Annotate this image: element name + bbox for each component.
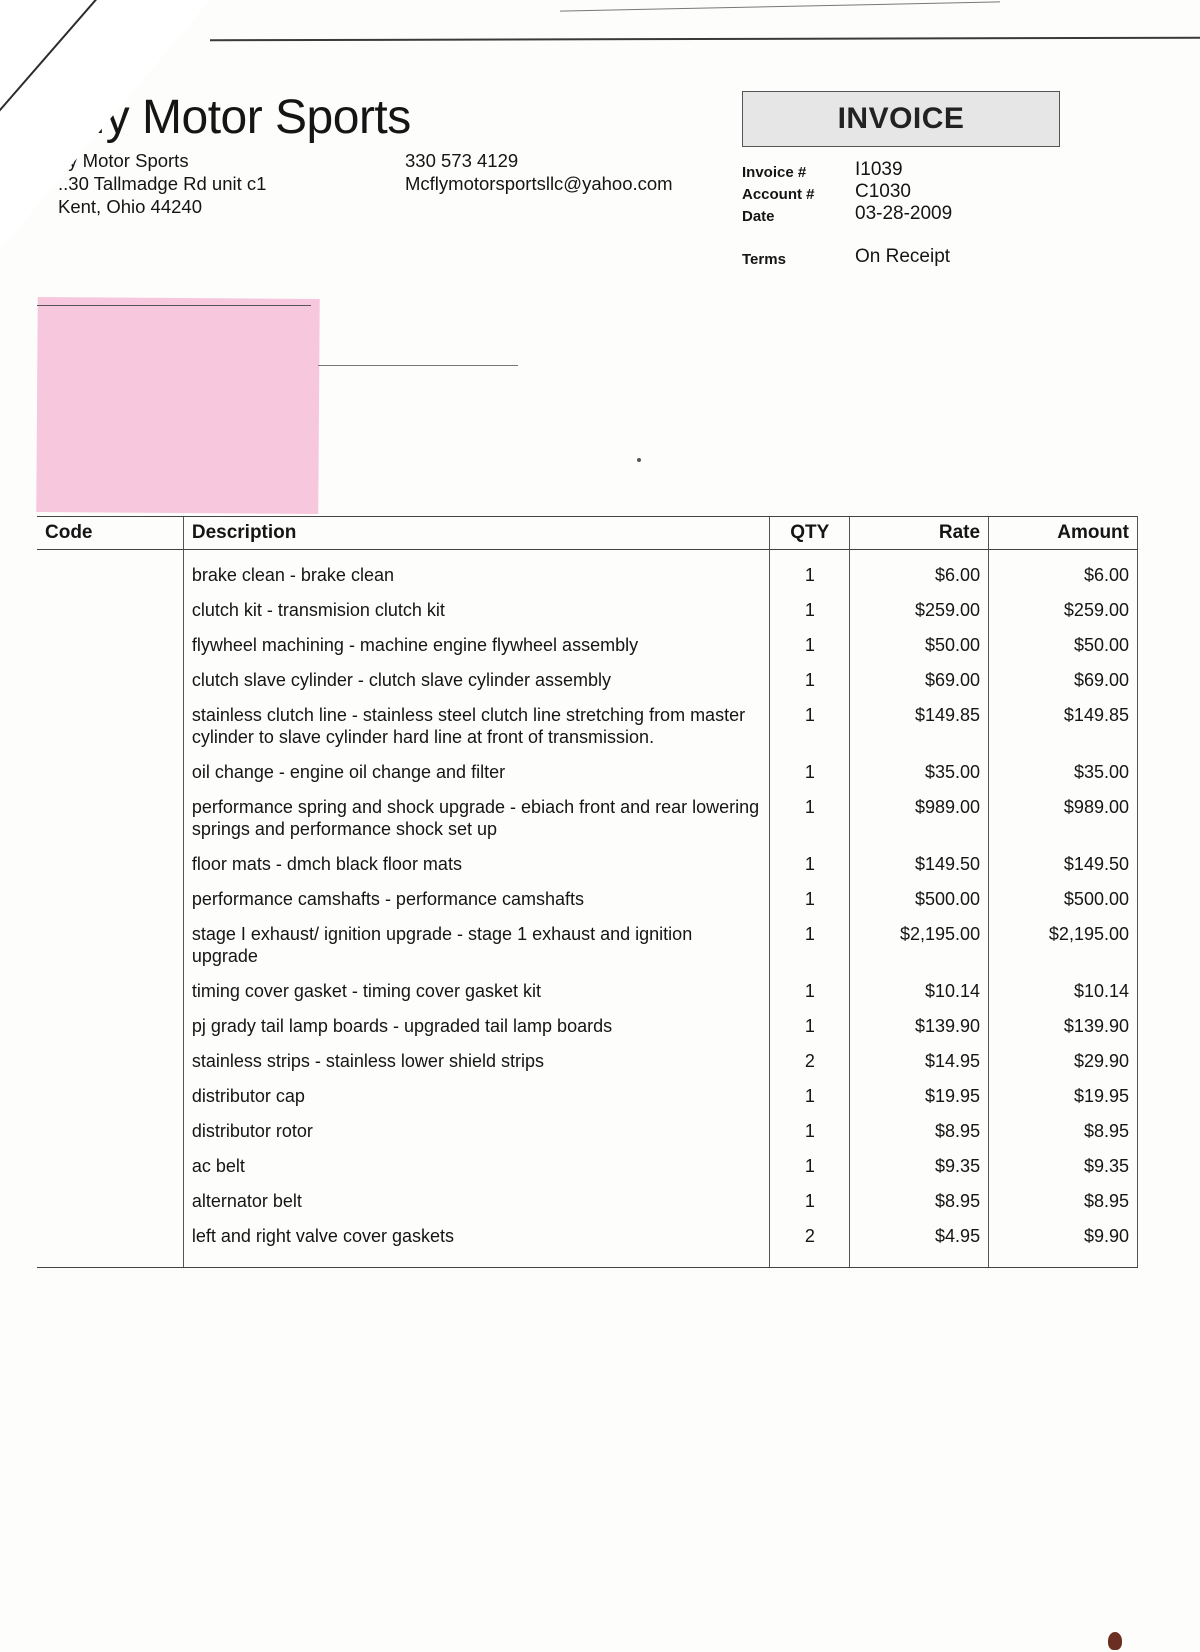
cell-description: distributor cap — [183, 1078, 769, 1113]
cell-description: timing cover gasket - timing cover gasket kit — [183, 973, 769, 1008]
invoice-meta — [742, 159, 952, 268]
meta-row — [742, 159, 952, 181]
meta-label: Invoice # — [742, 164, 807, 181]
bill-to-line — [318, 365, 518, 366]
meta-row — [742, 181, 952, 203]
cell-description: brake clean - brake clean — [183, 550, 769, 593]
scan-speck — [637, 458, 641, 462]
company-phone: 330 573 4129 — [405, 150, 519, 171]
cell-description: performance camshafts - performance camshafts — [183, 881, 769, 916]
cell-rate: $14.95 — [850, 1043, 989, 1078]
cell-amount: $6.00 — [989, 550, 1138, 593]
cell-code — [37, 1043, 183, 1078]
table-header-row — [37, 517, 1138, 550]
cell-code — [37, 916, 183, 973]
table-row — [37, 789, 1138, 846]
meta-label: Date — [742, 208, 775, 225]
table-row — [37, 846, 1138, 881]
cell-qty: 1 — [770, 1113, 850, 1148]
cell-amount: $8.95 — [989, 1113, 1138, 1148]
cell-code — [37, 550, 183, 593]
table-row — [37, 697, 1138, 754]
cell-description: pj grady tail lamp boards - upgraded tail lamp boards — [183, 1008, 769, 1043]
cell-qty: 1 — [770, 754, 850, 789]
cell-rate: $6.00 — [850, 550, 989, 593]
cell-code — [37, 789, 183, 846]
cell-description: clutch kit - transmision clutch kit — [183, 592, 769, 627]
cell-rate: $19.95 — [850, 1078, 989, 1113]
folded-corner — [0, 0, 210, 250]
cell-amount: $139.90 — [989, 1008, 1138, 1043]
cell-amount: $259.00 — [989, 592, 1138, 627]
sticky-note-redaction — [36, 297, 319, 514]
cell-amount: $989.00 — [989, 789, 1138, 846]
cell-description: distributor rotor — [183, 1113, 769, 1148]
cell-code — [37, 846, 183, 881]
table-row — [37, 916, 1138, 973]
cell-description: flywheel machining - machine engine flywheel assembly — [183, 627, 769, 662]
cell-qty: 1 — [770, 916, 850, 973]
meta-value: 03-28-2009 — [855, 203, 953, 224]
cell-qty: 1 — [770, 627, 850, 662]
bill-to-line — [37, 305, 311, 306]
cell-description: ac belt — [183, 1148, 769, 1183]
cell-code — [37, 592, 183, 627]
col-header-description: Description — [183, 517, 769, 550]
col-header-rate: Rate — [850, 517, 989, 550]
meta-row — [742, 203, 952, 225]
table-row — [37, 881, 1138, 916]
cell-description: floor mats - dmch black floor mats — [183, 846, 769, 881]
cell-code — [37, 973, 183, 1008]
cell-description: left and right valve cover gaskets — [183, 1218, 769, 1268]
cell-rate: $8.95 — [850, 1113, 989, 1148]
address-line: Kent, Ohio 44240 — [58, 196, 202, 217]
table-row — [37, 1078, 1138, 1113]
cell-amount: $500.00 — [989, 881, 1138, 916]
scan-stain — [1108, 1632, 1122, 1650]
cell-description: clutch slave cylinder - clutch slave cylinder assembly — [183, 662, 769, 697]
cell-rate: $50.00 — [850, 627, 989, 662]
cell-description: alternator belt — [183, 1183, 769, 1218]
cell-amount: $149.85 — [989, 697, 1138, 754]
cell-description: stainless clutch line - stainless steel clutch line stretching from master cylinder to slave cylinder hard line at front of transmission. — [183, 697, 769, 754]
cell-qty: 1 — [770, 789, 850, 846]
cell-qty: 1 — [770, 881, 850, 916]
cell-code — [37, 1008, 183, 1043]
cell-amount: $35.00 — [989, 754, 1138, 789]
cell-qty: 1 — [770, 592, 850, 627]
cell-qty: 1 — [770, 1148, 850, 1183]
cell-rate: $10.14 — [850, 973, 989, 1008]
scan-edge-line — [560, 1, 1000, 11]
cell-rate: $4.95 — [850, 1218, 989, 1268]
cell-code — [37, 1113, 183, 1148]
cell-code — [37, 881, 183, 916]
cell-qty: 1 — [770, 1008, 850, 1043]
address-line: ..y Motor Sports — [58, 150, 189, 171]
line-items-table — [37, 516, 1138, 1268]
table-row — [37, 1218, 1138, 1268]
cell-qty: 1 — [770, 846, 850, 881]
cell-code — [37, 1218, 183, 1268]
cell-code — [37, 697, 183, 754]
cell-qty: 1 — [770, 973, 850, 1008]
cell-amount: $9.90 — [989, 1218, 1138, 1268]
table-row — [37, 1148, 1138, 1183]
scan-edge-line — [210, 37, 1200, 42]
cell-qty: 1 — [770, 697, 850, 754]
table-row — [37, 662, 1138, 697]
cell-rate: $9.35 — [850, 1148, 989, 1183]
cell-code — [37, 627, 183, 662]
cell-qty: 2 — [770, 1218, 850, 1268]
cell-amount: $9.35 — [989, 1148, 1138, 1183]
cell-amount: $10.14 — [989, 973, 1138, 1008]
table-row — [37, 1183, 1138, 1218]
col-header-amount: Amount — [989, 517, 1138, 550]
cell-description: performance spring and shock upgrade - ebiach front and rear lowering springs and performance shock set up — [183, 789, 769, 846]
company-name-heading: ..y Motor Sports — [80, 91, 411, 144]
terms-label: Terms — [742, 251, 786, 268]
cell-qty: 1 — [770, 1078, 850, 1113]
meta-label: Account # — [742, 186, 815, 203]
cell-description: stage I exhaust/ ignition upgrade - stage 1 exhaust and ignition upgrade — [183, 916, 769, 973]
col-header-qty: QTY — [770, 517, 850, 550]
cell-amount: $8.95 — [989, 1183, 1138, 1218]
cell-amount: $19.95 — [989, 1078, 1138, 1113]
cell-description: oil change - engine oil change and filter — [183, 754, 769, 789]
cell-amount: $50.00 — [989, 627, 1138, 662]
meta-value: C1030 — [855, 181, 911, 202]
cell-rate: $139.90 — [850, 1008, 989, 1043]
cell-code — [37, 754, 183, 789]
cell-code — [37, 1183, 183, 1218]
invoice-title: INVOICE — [837, 102, 965, 135]
table-row — [37, 754, 1138, 789]
cell-amount: $69.00 — [989, 662, 1138, 697]
cell-qty: 1 — [770, 662, 850, 697]
cell-rate: $149.50 — [850, 846, 989, 881]
cell-code — [37, 1078, 183, 1113]
cell-qty: 2 — [770, 1043, 850, 1078]
cell-code — [37, 662, 183, 697]
table-row — [37, 592, 1138, 627]
table-row — [37, 1043, 1138, 1078]
meta-row-terms — [742, 246, 952, 268]
col-header-code: Code — [37, 517, 183, 550]
invoice-title-box — [742, 91, 1060, 147]
cell-amount: $149.50 — [989, 846, 1138, 881]
meta-value: I1039 — [855, 159, 903, 180]
cell-amount: $29.90 — [989, 1043, 1138, 1078]
cell-code — [37, 1148, 183, 1183]
table-row — [37, 627, 1138, 662]
address-line: ..30 Tallmadge Rd unit c1 — [58, 173, 267, 194]
table-row — [37, 973, 1138, 1008]
table-row — [37, 550, 1138, 593]
terms-value: On Receipt — [855, 246, 951, 267]
cell-amount: $2,195.00 — [989, 916, 1138, 973]
cell-qty: 1 — [770, 550, 850, 593]
cell-rate: $2,195.00 — [850, 916, 989, 973]
cell-rate: $259.00 — [850, 592, 989, 627]
cell-rate: $500.00 — [850, 881, 989, 916]
company-email: Mcflymotorsportsllc@yahoo.com — [405, 173, 673, 194]
cell-qty: 1 — [770, 1183, 850, 1218]
cell-rate: $69.00 — [850, 662, 989, 697]
cell-rate: $149.85 — [850, 697, 989, 754]
company-contact — [405, 149, 673, 195]
table-row — [37, 1008, 1138, 1043]
cell-rate: $8.95 — [850, 1183, 989, 1218]
table-row — [37, 1113, 1138, 1148]
cell-rate: $35.00 — [850, 754, 989, 789]
cell-rate: $989.00 — [850, 789, 989, 846]
cell-description: stainless strips - stainless lower shield strips — [183, 1043, 769, 1078]
